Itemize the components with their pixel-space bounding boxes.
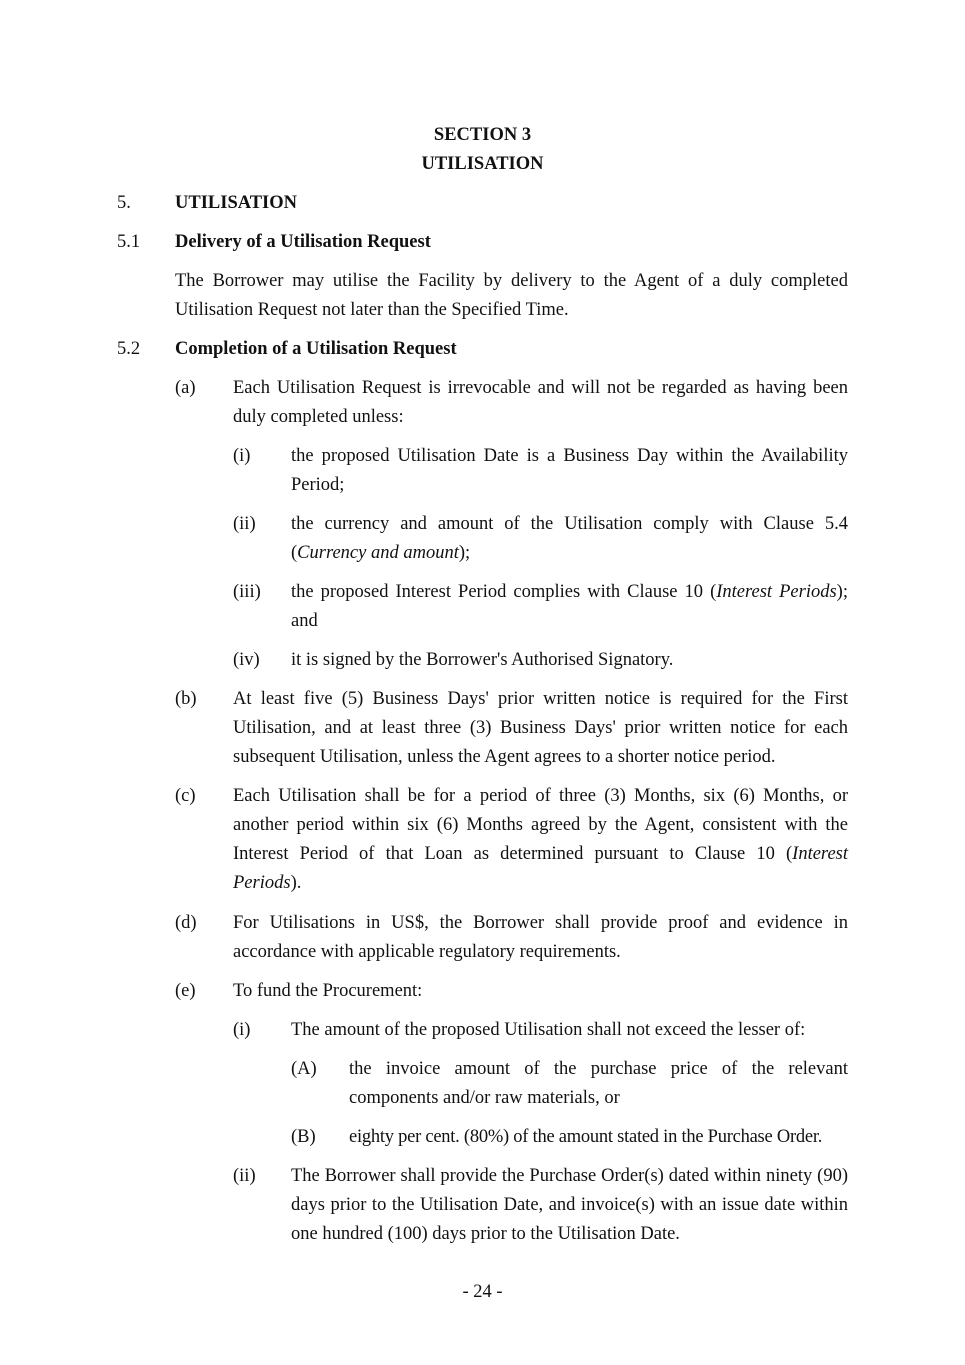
clause-5-1-heading: Delivery of a Utilisation Request [175,232,431,252]
para-a-iii-text: the proposed Interest Period complies with Clause 10 (Interest Periods); and [291,582,848,631]
para-e-i-B-number: (B) [291,1127,316,1147]
para-e-ii-text: The Borrower shall provide the Purchase Order(s) dated within ninety (90) days prior to the Utilisation Date, and invoice(s) with an issue date within one hundred (100) days prior to the Utilisation Date. [291,1166,848,1244]
para-d-number: (d) [175,913,197,933]
para-c-text: Each Utilisation shall be for a period of three (3) Months, six (6) Months, or another period within six (6) Months agreed by the Agent, consistent with the Interest Period of that Loan as determined pursuant to Clause 10 (Interest Periods). [233,786,848,893]
para-e-text: To fund the Procurement: [233,981,423,1001]
para-e-i-text: The amount of the proposed Utilisation shall not exceed the lesser of: [291,1020,806,1040]
para-e-i-A-text: the invoice amount of the purchase price of the relevant components and/or raw materials, or [349,1059,848,1108]
clause-5-1-number: 5.1 [117,232,141,252]
clause-5-1-text: The Borrower may utilise the Facility by delivery to the Agent of a duly completed Utilisation Request not later than the Specified Time. [175,271,848,320]
para-a-number: (a) [175,378,196,398]
para-e-number: (e) [175,981,196,1001]
para-c-number: (c) [175,786,196,806]
para-e-ii-number: (ii) [233,1166,256,1186]
section-number: SECTION 3 [433,125,532,145]
para-a-ii-text: the currency and amount of the Utilisation comply with Clause 5.4 (Currency and amount); [291,514,848,563]
para-e-i-B-text: eighty per cent. (80%) of the amount stated in the Purchase Order. [349,1127,823,1147]
para-a-i-number: (i) [233,446,251,466]
para-a-text: Each Utilisation Request is irrevocable and will not be regarded as having been duly completed unless: [233,378,848,427]
clause-5-heading: UTILISATION [175,193,298,213]
para-a-ii-number: (ii) [233,514,256,534]
clause-reference: Currency and amount [297,543,459,563]
section-title: UTILISATION [421,154,544,174]
clause-5-number: 5. [117,193,131,213]
para-a-iv-number: (iv) [233,650,260,670]
para-b-number: (b) [175,689,197,709]
para-a-iii-number: (iii) [233,582,261,602]
clause-5-2-heading: Completion of a Utilisation Request [175,339,457,359]
clause-5-2-number: 5.2 [117,339,141,359]
para-e-i-A-number: (A) [291,1059,317,1079]
para-a-iv-text: it is signed by the Borrower's Authorised Signatory. [291,650,674,670]
page-number: - 24 - [462,1282,503,1302]
clause-reference: Interest Periods [716,582,837,602]
clause-reference: Interest Periods [233,844,848,893]
para-a-i-text: the proposed Utilisation Date is a Business Day within the Availability Period; [291,446,848,495]
para-d-text: For Utilisations in US$, the Borrower shall provide proof and evidence in accordance with applicable regulatory requirements. [233,913,848,962]
para-e-i-number: (i) [233,1020,251,1040]
para-b-text: At least five (5) Business Days' prior written notice is required for the First Utilisation, and at least three (3) Business Days' prior written notice for each subsequent Utilisation, unless the Agent agrees to a shorter notice period. [233,689,848,767]
